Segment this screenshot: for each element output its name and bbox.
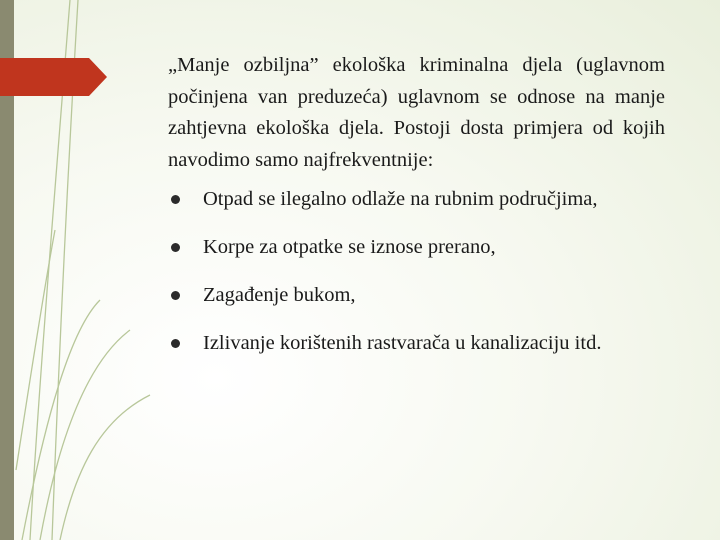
bullet-text: Izlivanje korištenih rastvarača u kanalizaciju itd.: [203, 332, 602, 354]
bullet-text: Korpe za otpatke se iznose prerano,: [203, 236, 496, 258]
bullet-text: Otpad se ilegalno odlaže na rubnim područjima,: [203, 188, 598, 210]
list-item: [168, 282, 665, 308]
bullet-list: [168, 186, 665, 356]
slide-content: [168, 50, 665, 378]
intro-paragraph: „Manje ozbiljna” ekološka kriminalna djela (uglavnom počinjena van preduzeća) uglavnom se odnose na manje zahtjevna ekološka djela. Postoji dosta primjera od kojih navodimo samo najfrekventnije:: [168, 54, 665, 171]
bullet-text: Zagađenje bukom,: [203, 284, 356, 306]
bullet-dot-icon: [171, 243, 180, 252]
list-item: [168, 234, 665, 260]
list-item: [168, 330, 665, 356]
bullet-dot-icon: [171, 291, 180, 300]
red-accent-tab: [0, 58, 107, 96]
bullet-dot-icon: [171, 339, 180, 348]
bullet-dot-icon: [171, 195, 180, 204]
list-item: [168, 186, 665, 212]
